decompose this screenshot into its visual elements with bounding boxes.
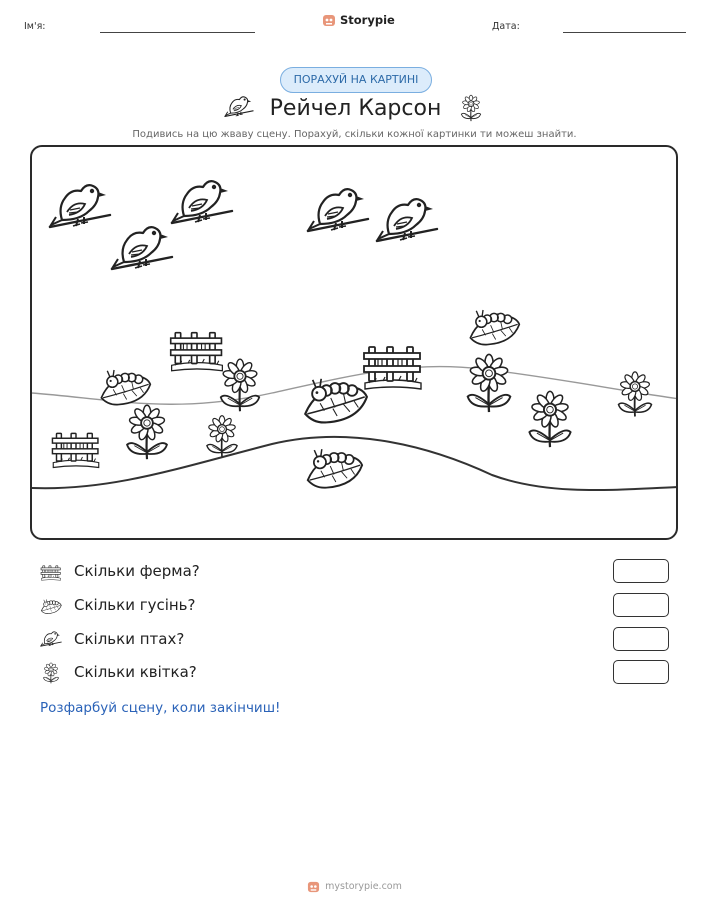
flower-icon — [468, 354, 511, 412]
brand-name: Storypie — [340, 13, 395, 27]
name-label: Ім'я: — [24, 21, 46, 32]
question-bird — [40, 627, 670, 653]
bird-icon — [172, 181, 232, 223]
fence-icon — [40, 561, 62, 583]
question-text: Скільки квітка? — [74, 663, 197, 681]
answer-box-bird[interactable] — [613, 627, 669, 651]
footer-url[interactable]: mystorypie.com — [325, 881, 402, 892]
instructions: Подивись на цю жваву сцену. Порахуй, скільки кожної картинки ти можеш знайти. — [132, 129, 577, 140]
flower-icon — [127, 405, 167, 459]
count-badge: ПОРАХУЙ НА КАРТИНІ — [280, 67, 432, 93]
brand-logo — [322, 13, 395, 27]
title-row — [0, 92, 709, 124]
bird-icon — [377, 199, 437, 241]
fence-icon — [364, 347, 421, 389]
question-text: Скільки гусінь? — [74, 596, 196, 614]
question-farm — [40, 559, 670, 585]
caterpillar-icon — [305, 379, 367, 423]
name-field[interactable] — [100, 32, 255, 33]
answer-box-caterpillar[interactable] — [613, 593, 669, 617]
question-text: Скільки ферма? — [74, 562, 200, 580]
flower-icon — [221, 359, 260, 411]
date-label: Дата: — [492, 21, 520, 32]
question-flower — [40, 660, 670, 686]
bird-icon — [40, 629, 62, 651]
caterpillar-icon — [470, 310, 519, 345]
flower-icon — [207, 416, 237, 457]
answer-box-flower[interactable] — [613, 660, 669, 684]
bird-icon — [112, 227, 172, 269]
caterpillar-icon — [308, 449, 362, 488]
caterpillar-icon — [40, 595, 62, 617]
flower-icon — [40, 662, 62, 684]
caterpillar-icon — [101, 370, 150, 405]
storypie-icon — [307, 880, 320, 893]
date-field[interactable] — [563, 32, 686, 33]
fence-icon — [52, 433, 98, 467]
bird-icon — [224, 93, 254, 123]
answer-box-farm[interactable] — [613, 559, 669, 583]
bird-icon — [308, 189, 368, 231]
scene-illustration — [32, 147, 678, 540]
finish-note: Розфарбуй сцену, коли закінчиш! — [40, 700, 281, 716]
bird-icon — [50, 185, 110, 227]
count-scene — [30, 145, 678, 540]
footer — [0, 880, 709, 893]
storypie-icon — [322, 13, 336, 27]
flower-icon — [529, 391, 570, 447]
page-title: Рейчел Карсон — [269, 95, 442, 121]
flower-icon — [457, 94, 485, 122]
fence-icon — [171, 333, 223, 371]
question-text: Скільки птах? — [74, 630, 185, 648]
question-caterpillar — [40, 593, 670, 619]
flower-icon — [619, 372, 652, 417]
